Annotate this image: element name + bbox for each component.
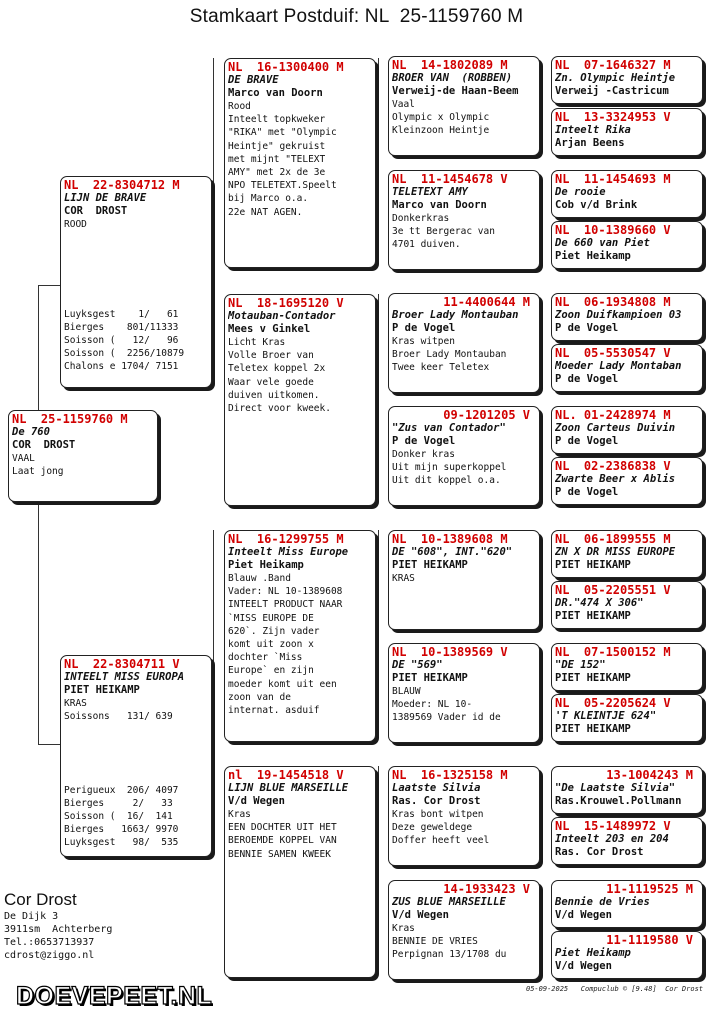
result-line: Bierges 801/11333 (64, 322, 179, 333)
info-line: EEN DOCHTER UIT HET (228, 822, 337, 834)
owner-name: Verweij-de Haan-Beem (392, 85, 519, 97)
info-line: AMY" met 2x de 3e (228, 167, 326, 179)
info-line: Olympic x Olympic (392, 112, 490, 124)
info-line: Uit dit koppel o.a. (392, 475, 501, 487)
phone: Tel.:0653713937 (4, 937, 95, 948)
sire-dam-dam-card[interactable] (388, 406, 540, 506)
owner-name: V/d Wegen (555, 960, 612, 972)
info-line: Kras bont witpen (392, 809, 484, 820)
info-line: NPO TELETEXT.Speelt (228, 180, 337, 192)
info-line: Donker kras (392, 449, 455, 460)
owner-name: Cor Drost (4, 890, 77, 909)
info-line: Kras witpen (392, 336, 455, 347)
connector-line (378, 530, 379, 640)
info-line: komt uit zoon x (228, 639, 314, 651)
pigeon-name: "De Laatste Silvia" (555, 782, 676, 794)
result-line: Bierges 2/ 33 (64, 798, 173, 809)
connector-line (213, 58, 214, 294)
address-line: 3911sm Achterberg (4, 924, 113, 935)
info-line: Twee keer Teletex (392, 362, 490, 374)
info-line: Kleinzoon Heintje (392, 125, 490, 137)
connector-line (38, 285, 62, 286)
pigeon-name: DR."474 X 306" (555, 597, 644, 609)
ring-number: 09-1201205 V (443, 408, 530, 422)
sire-sire-dam-card[interactable] (388, 170, 540, 270)
site-logo: DOEVEPEET.NL (16, 982, 213, 1010)
info-line: Volle Broer van (228, 350, 314, 362)
ring-number: NL. 01-2428974 M (555, 408, 671, 422)
owner-name: Ras. Cor Drost (392, 795, 481, 807)
info-line: BEROEMDE KOPPEL VAN (228, 835, 337, 847)
ring-number: NL 10-1389608 M (392, 532, 508, 546)
owner-name: P de Vogel (392, 435, 456, 447)
gen4-card[interactable] (551, 880, 703, 928)
owner-name: Cob v/d Brink (555, 199, 638, 211)
gen4-card[interactable] (551, 170, 703, 218)
sire-dam-card[interactable] (224, 294, 376, 506)
ring-number: NL 06-1899555 M (555, 532, 671, 546)
gen4-card[interactable] (551, 457, 703, 505)
gen4-card[interactable] (551, 931, 703, 979)
sire-sire-card[interactable] (224, 58, 376, 268)
owner-name: V/d Wegen (555, 909, 612, 921)
owner-name: Arjan Beens (555, 137, 625, 149)
info-line: Laat jong (12, 466, 64, 478)
subject-card[interactable] (8, 410, 158, 502)
owner-name: PIET HEIKAMP (555, 672, 631, 684)
info-line: Vader: NL 10-1389608 (228, 586, 343, 598)
info-line: Kras (228, 809, 251, 820)
ring-number: NL 10-1389569 V (392, 645, 508, 659)
ring-number: 14-1933423 V (443, 882, 530, 896)
info-line: ROOD (64, 219, 87, 230)
connector-line (38, 744, 62, 745)
gen4-card[interactable] (551, 766, 703, 814)
ring-number: NL 05-5530547 V (555, 346, 671, 360)
pigeon-name: Inteelt 203 en 204 (555, 833, 669, 845)
info-line: Licht Kras (228, 337, 286, 348)
owner-name: Verweij -Castricum (555, 85, 669, 97)
result-line: Luyksgest 1/ 61 (64, 309, 179, 320)
info-line: bij Marco o.a. (228, 193, 309, 205)
owner-name: PIET HEIKAMP (392, 559, 468, 571)
gen4-card[interactable] (551, 221, 703, 269)
gen4-card[interactable] (551, 581, 703, 629)
result-line: Soisson ( 2256/10879 (64, 348, 185, 359)
info-line: BENNIE DE VRIES (392, 936, 478, 948)
info-line: Europe` en zijn (228, 665, 314, 677)
pigeon-name: DE "569" (392, 659, 443, 671)
pigeon-name: Inteelt Miss Europe (228, 546, 349, 558)
dam-card[interactable] (60, 655, 212, 857)
ring-number: NL 16-1300400 M (228, 60, 344, 74)
ring-number: NL 11-1454693 M (555, 172, 671, 186)
dam-dam-sire-card[interactable] (388, 766, 540, 866)
owner-name: PIET HEIKAMP (64, 684, 140, 696)
info-line: "RIKA" met "Olympic (228, 127, 337, 139)
info-line: `MISS EUROPE DE (228, 612, 314, 624)
pigeon-name: "DE 152" (555, 659, 606, 671)
pigeon-name: De 660 van Piet (555, 237, 650, 249)
pigeon-name: "Zus van Contador" (392, 422, 506, 434)
gen4-card[interactable] (551, 293, 703, 341)
connector-line (213, 530, 214, 766)
info-line: met mijnt "TELEXT (228, 153, 326, 165)
gen4-card[interactable] (551, 56, 703, 104)
pigeon-name: Motauban-Contador (228, 310, 336, 322)
info-line: zoon van de (228, 691, 291, 703)
result-line: Soisson ( 16/ 141 (64, 811, 173, 822)
pigeon-name: Zoon Carteus Duivin (555, 422, 676, 434)
info-line: Moeder: NL 10- (392, 699, 473, 711)
ring-number: NL 22-8304711 V (64, 657, 180, 671)
pigeon-name: De rooie (555, 186, 606, 198)
ring-number: 11-1119525 M (606, 882, 693, 896)
ring-number: NL 06-1934808 M (555, 295, 671, 309)
info-line: 620`. Zijn vader (228, 625, 320, 637)
pigeon-name: De 760 (12, 426, 50, 438)
info-line: Doffer heeft veel (392, 835, 490, 847)
gen4-card[interactable] (551, 817, 703, 865)
owner-name: V/d Wegen (392, 909, 449, 921)
owner-info (4, 890, 112, 962)
pigeon-name: DE "608", INT."620" (392, 546, 513, 558)
owner-name: P de Vogel (555, 435, 619, 447)
ring-number: NL 14-1802089 M (392, 58, 508, 72)
connector-line (378, 766, 379, 876)
connector-line (38, 285, 39, 745)
owner-name: P de Vogel (555, 373, 619, 385)
pigeon-name: BROER VAN (ROBBEN) (392, 72, 513, 84)
info-line: Teletex koppel 2x (228, 363, 326, 375)
pigeon-name: Broer Lady Montauban (392, 309, 519, 321)
info-line: 4701 duiven. (392, 239, 461, 251)
pigeon-name: Zn. Olympic Heintje (555, 72, 676, 84)
owner-name: PIET HEIKAMP (555, 559, 631, 571)
pigeon-name: Zoon Duifkampioen 03 (555, 309, 682, 321)
result-line: Chalons e 1704/ 7151 (64, 361, 179, 372)
ring-number: NL 05-2205551 V (555, 583, 671, 597)
pigeon-name: INTEELT MISS EUROPA (64, 671, 185, 683)
info-line: Blauw .Band (228, 573, 291, 584)
owner-name: PIET HEIKAMP (555, 610, 631, 622)
owner-name: Piet Heikamp (228, 559, 304, 571)
gen4-card[interactable] (551, 406, 703, 454)
ring-number: NL 15-1489972 V (555, 819, 671, 833)
pigeon-name: Zwarte Beer x Ablis (555, 473, 676, 485)
owner-name: Marco van Doorn (392, 199, 487, 211)
sire-card[interactable] (60, 176, 212, 388)
ring-number: NL 05-2205624 V (555, 696, 671, 710)
ring-number: NL 25-1159760 M (12, 412, 128, 426)
info-line: Broer Lady Montauban (392, 349, 507, 361)
pigeon-name: TELETEXT AMY (392, 186, 468, 198)
info-line: dochter `Miss (228, 652, 303, 664)
info-line: Rood (228, 101, 251, 112)
sire-sire-sire-card[interactable] (388, 56, 540, 156)
ring-number: NL 02-2386838 V (555, 459, 671, 473)
owner-name: P de Vogel (392, 322, 456, 334)
pigeon-name: LIJN BLUE MARSEILLE (228, 782, 349, 794)
info-line: Perpignan 13/1708 du (392, 949, 507, 961)
ring-number: NL 07-1646327 M (555, 58, 671, 72)
pigeon-name: LIJN DE BRAVE (64, 192, 147, 204)
gen4-card[interactable] (551, 344, 703, 392)
info-line: Uit mijn superkoppel (392, 462, 507, 474)
owner-name: V/d Wegen (228, 795, 285, 807)
pigeon-name: ZN X DR MISS EUROPE (555, 546, 676, 558)
dam-dam-card[interactable] (224, 766, 376, 978)
info-line: BENNIE SAMEN KWEEK (228, 848, 331, 860)
info-line: KRAS (392, 573, 415, 584)
gen4-card[interactable] (551, 530, 703, 578)
pigeon-name: Piet Heikamp (555, 947, 631, 959)
ring-number: 11-1119580 V (606, 933, 693, 947)
info-line: Vaal (392, 99, 415, 110)
owner-name: Mees v Ginkel (228, 323, 311, 335)
gen4-card[interactable] (551, 108, 703, 156)
email: cdrost@ziggo.nl (4, 950, 95, 961)
result-line: Perigueux 206/ 4097 (64, 785, 179, 796)
connector-line (378, 294, 379, 404)
ring-number: NL 22-8304712 M (64, 178, 180, 192)
ring-number: 13-1004243 M (606, 768, 693, 782)
result-line: Bierges 1663/ 9970 (64, 824, 179, 835)
ring-number: NL 07-1500152 M (555, 645, 671, 659)
info-line: 1389569 Vader id de (392, 712, 501, 724)
ring-number: NL 10-1389660 V (555, 223, 671, 237)
gen4-card[interactable] (551, 694, 703, 742)
owner-name: Ras. Cor Drost (555, 846, 644, 858)
result-line: Luyksgest 98/ 535 (64, 837, 179, 848)
sire-dam-sire-card[interactable] (388, 293, 540, 393)
connector-line (378, 58, 379, 168)
dam-dam-dam-card[interactable] (388, 880, 540, 980)
pigeon-name: DE BRAVE (228, 74, 279, 86)
pigeon-name: ZUS BLUE MARSEILLE (392, 896, 506, 908)
info-line: VAAL (12, 453, 35, 464)
pigeon-name: Bennie de Vries (555, 896, 650, 908)
info-line: Donkerkras (392, 213, 450, 224)
info-line: 22e NAT AGEN. (228, 206, 303, 218)
info-line: 3e tt Bergerac van (392, 226, 495, 238)
ring-number: NL 11-1454678 V (392, 172, 508, 186)
info-line: Waar vele goede (228, 376, 314, 388)
dam-sire-sire-card[interactable] (388, 530, 540, 630)
owner-name: Marco van Doorn (228, 87, 323, 99)
pigeon-name: Inteelt Rika (555, 124, 631, 136)
owner-name: PIET HEIKAMP (392, 672, 468, 684)
info-line: internat. asduif (228, 705, 320, 717)
info-line: Kras (392, 923, 415, 934)
pigeon-name: Moeder Lady Montaban (555, 360, 682, 372)
owner-name: Ras.Krouwel.Pollmann (555, 795, 682, 807)
owner-name: Piet Heikamp (555, 250, 631, 262)
owner-name: P de Vogel (555, 486, 619, 498)
gen4-card[interactable] (551, 643, 703, 691)
pigeon-name: 'T KLEINTJE 624" (555, 710, 657, 722)
dam-sire-card[interactable] (224, 530, 376, 742)
info-line: moeder komt uit een (228, 678, 337, 690)
ring-number: 11-4400644 M (443, 295, 530, 309)
dam-sire-dam-card[interactable] (388, 643, 540, 743)
owner-name: COR DROST (64, 205, 128, 217)
ring-number: nl 19-1454518 V (228, 768, 344, 782)
print-credit: 05-09-2025 Compuclub © [9.48] Cor Drost (526, 985, 704, 993)
address-line: De Dijk 3 (4, 911, 59, 922)
info-line: KRAS (64, 698, 87, 709)
info-line: INTEELT PRODUCT NAAR (228, 599, 343, 611)
info-line: Direct voor kweek. (228, 403, 331, 415)
info-line: Soissons 131/ 639 (64, 711, 173, 723)
info-line: BLAUW (392, 686, 421, 697)
info-line: Heintje" gekruist (228, 140, 326, 152)
info-line: duiven uitkomen. (228, 389, 320, 401)
pigeon-name: Laatste Silvia (392, 782, 481, 794)
page-title: Stamkaart Postduif: NL 25-1159760 M (189, 6, 524, 27)
ring-number: NL 18-1695120 V (228, 296, 344, 310)
ring-number: NL 16-1299755 M (228, 532, 344, 546)
info-line: Inteelt topkweker (228, 114, 326, 126)
owner-name: COR DROST (12, 439, 76, 451)
ring-number: NL 13-3324953 V (555, 110, 671, 124)
ring-number: NL 16-1325158 M (392, 768, 508, 782)
owner-name: PIET HEIKAMP (555, 723, 631, 735)
owner-name: P de Vogel (555, 322, 619, 334)
result-line: Soisson ( 12/ 96 (64, 335, 179, 346)
info-line: Deze geweldege (392, 822, 473, 834)
